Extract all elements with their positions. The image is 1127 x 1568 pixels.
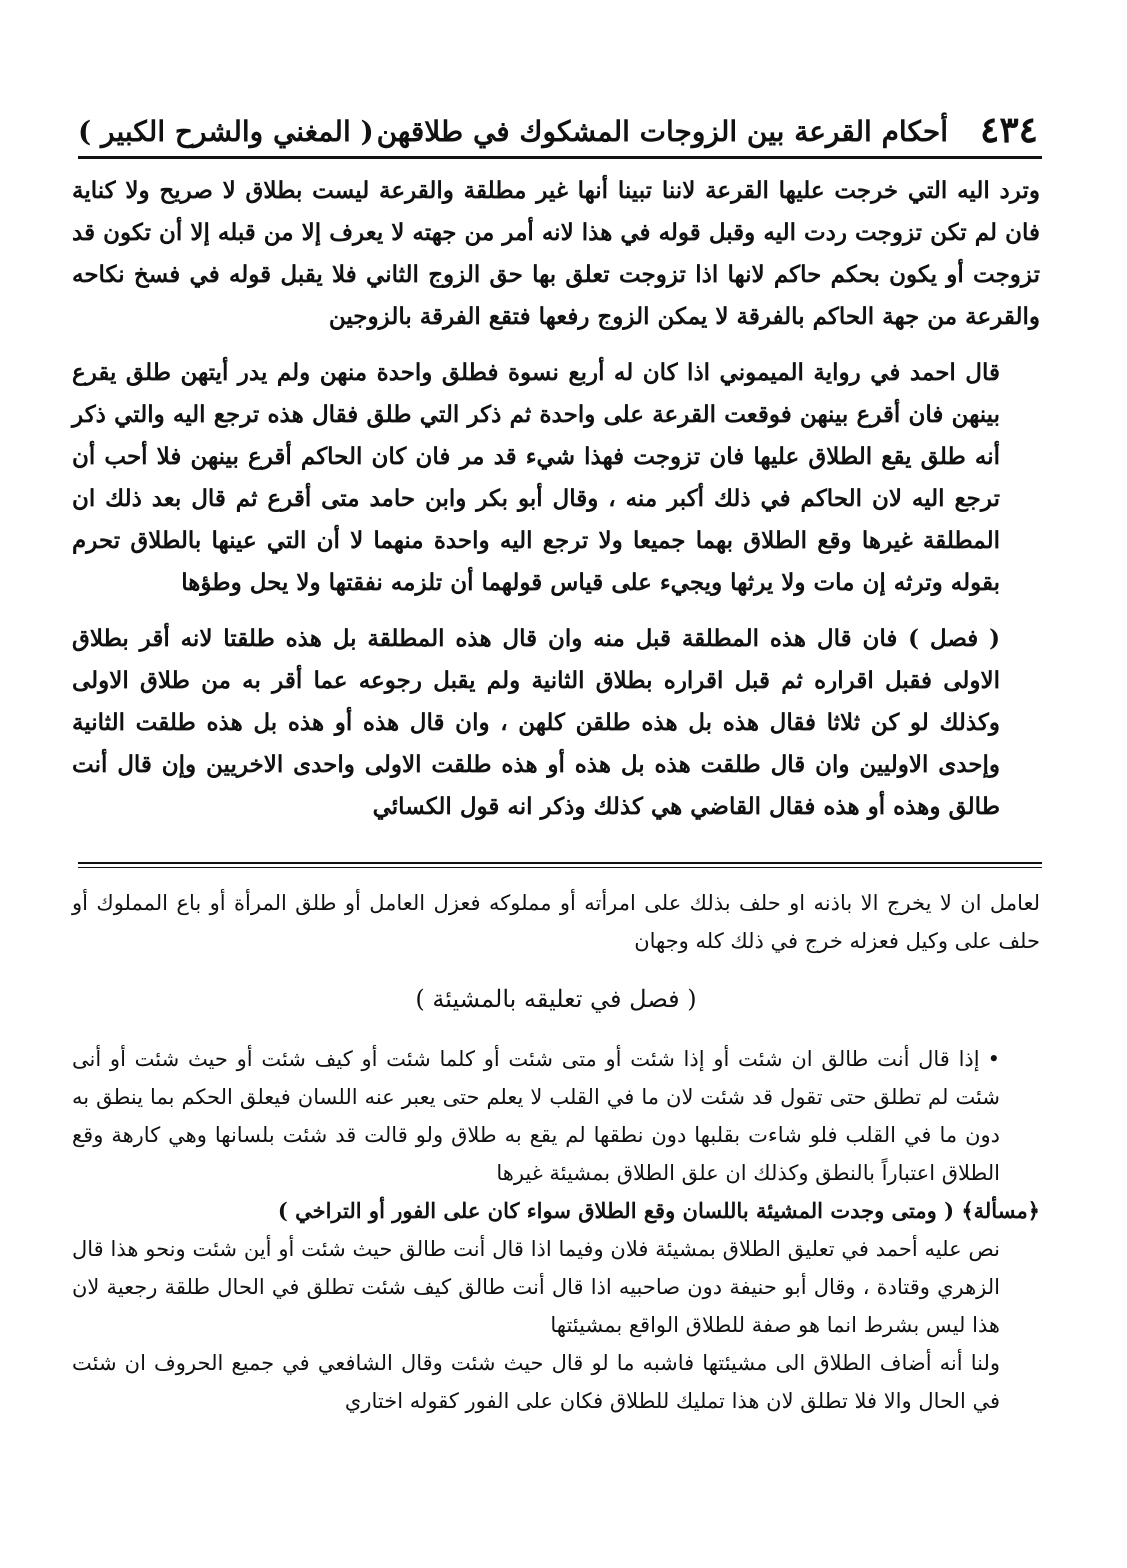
body-paragraph: ولنا أنه أضاف الطلاق الى مشيئتها فاشبه ما لو قال حيث شئت وقال الشافعي في جميع الحروف ان شئت في الحال والا فلا تطلق لان هذا تمليك للطلاق فكان على الفور كقوله اختاري <box>72 1351 1000 1413</box>
body-paragraph-text: إذا قال أنت طالق ان شئت أو إذا شئت أو متى شئت أو كلما شئت أو كيف شئت أو حيث شئت أو أنى شئت لم تطلق حتى تقول قد شئت لان ما في القلب لا يعلم حتى يعبر عنه اللسان فيعلق الحكم بما ينطق به دون ما في القلب فلو شاءت بقلبها دون نطقها لم يقع به طلاق ولو قالت قد شئت بلسانها وهي كارهة وقع الطلاق اعتباراً بالنطق وكذلك ان علق الطلاق بمشيئة غيرها <box>72 1047 1000 1185</box>
bullet-icon: • <box>987 1047 1000 1071</box>
intro-paragraph: لعامل ان لا يخرج الا باذنه او حلف بذلك على امرأته أو مملوكه فعزل العامل أو طلق المرأة أو باع المملوك أو حلف على وكيل فعزله خرج في ذلك كله وجهان <box>72 891 1040 953</box>
header-rule <box>78 156 1042 159</box>
running-title: أحكام القرعة بين الزوجات المشكوك في طلاقهن <box>376 115 948 148</box>
main-paragraph: قال احمد في رواية الميموني اذا كان له أربع نسوة فطلق واحدة منهن ولم يدر أيتهن طلق يقرع بينهن فان أقرع بينهن فوقعت القرعة على واحدة ثم ذكر التي طلق فقال هذه ترجع اليه والتي ذكر أنه طلق يقع الطلاق عليها فان تزوجت فهذا شيء قد مر فان كان الحاكم أقرع بينهن فلا أحب أن ترجع اليه لان الحاكم في ذلك أكبر منه ، وقال أبو بكر وابن حامد متى أقرع ثم قال بعد ذلك ان المطلقة غيرها وقع الطلاق بهما جميعا ولا ترجع اليه واحدة منهما لا أن التي عينها بالطلاق تحرم بقوله وترثه إن مات ولا يرثها ويجيء على قياس قولهما أن تلزمه نفقتها ولا يحل وطؤها <box>72 359 1000 596</box>
page-header <box>78 108 1038 156</box>
section-heading: ( فصل في تعليقه بالمشيئة ) <box>415 985 697 1013</box>
masala-line: ﴿مسألة﴾ ( ومتى وجدت المشيئة باللسان وقع الطلاق سواء كان على الفور أو التراخي ) <box>277 1198 1040 1223</box>
book-title: ( المغني والشرح الكبير ) <box>78 115 374 148</box>
body-paragraph: نص عليه أحمد في تعليق الطلاق بمشيئة فلان وفيما اذا قال أنت طالق حيث شئت أو أين شئت ونحو هذا قال الزهري وقتادة ، وقال أبو حنيفة دون صاحبيه اذا قال أنت طالق كيف شئت تطلق في الحال طلقة رجعية لان هذا ليس بشرط انما هو صفة للطلاق الواقع بمشيئتها <box>72 1237 1000 1337</box>
main-paragraph: وترد اليه التي خرجت عليها القرعة لاننا تبينا أنها غير مطلقة والقرعة ليست بطلاق لا صريح ولا كناية فان لم تكن تزوجت ردت اليه وقبل قوله في هذا لانه أمر من جهته لا يعرف إلا من قبله إلا أن تكون قد تزوجت أو يكون بحكم حاكم لانها اذا تزوجت تعلق بها حق الزوج الثاني فلا يقبل قوله في فسخ نكاحه والقرعة من جهة الحاكم بالفرقة لا يمكن الزوج رفعها فتقع الفرقة بالزوجين <box>72 177 1040 330</box>
lower-text <box>72 884 1040 1420</box>
body-paragraph <box>72 1040 1040 1192</box>
main-paragraph: ( فصل ) فان قال هذه المطلقة قبل منه وان قال هذه المطلقة بل هذه طلقتا لانه أقر بطلاق الاولى فقبل اقراره ثم قبل اقراره بطلاق الثانية ولم يقبل رجوعه عما أقر به من طلاق الاولى وكذلك لو كن ثلاثا فقال هذه بل هذه طلقن كلهن ، وان قال هذه أو هذه بل هذه طلقت الثانية وإحدى الاوليين وان قال طلقت هذه بل هذه أو هذه طلقت الاولى واحدى الاخريين وإن قال أنت طالق وهذه أو هذه فقال القاضي هي كذلك وذكر انه قول الكسائي <box>72 625 1000 820</box>
section-divider <box>78 862 1042 868</box>
main-text <box>72 170 1040 828</box>
page-number: ٤٣٤ <box>979 109 1038 151</box>
